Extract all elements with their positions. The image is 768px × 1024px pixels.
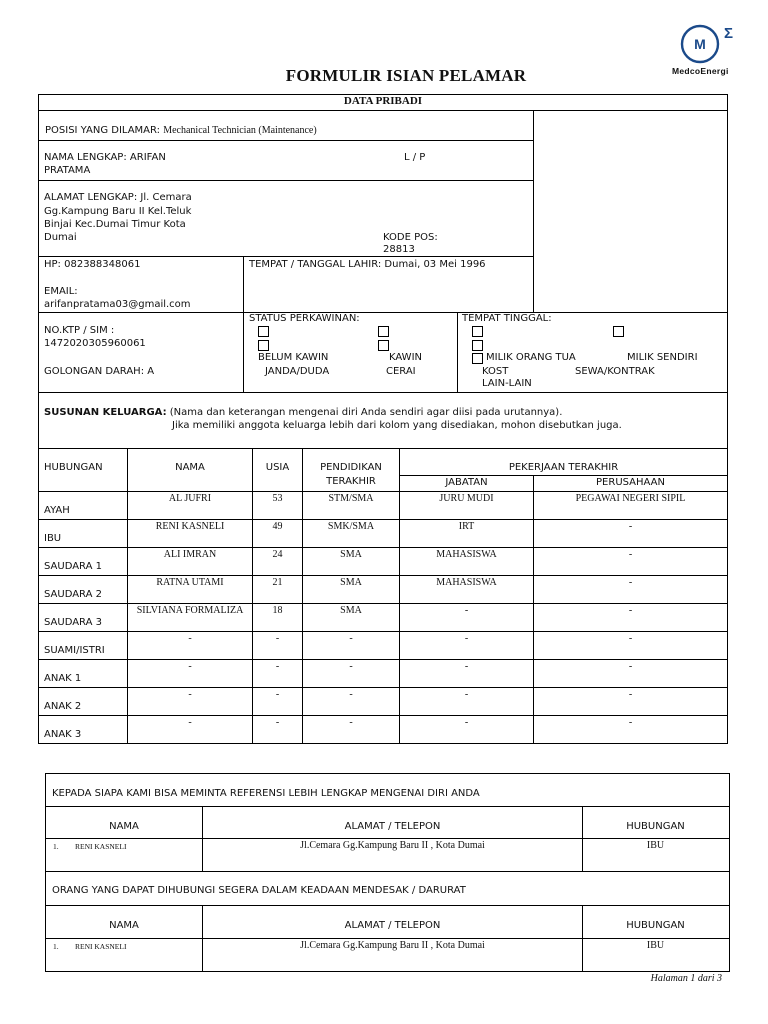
family-cell-usia: 24 [272,549,283,560]
ttl-value: Dumai, 03 Mei 1996 [384,259,486,270]
family-cell-nama: - [188,689,192,700]
reference-row-hubungan: IBU [646,840,665,851]
ktp-label: NO.KTP / SIM : [44,325,115,336]
family-cell-perusahaan: - [628,661,633,672]
status-janda-duda-checkbox[interactable] [258,340,269,351]
alamat-label: ALAMAT LENGKAP: [44,192,138,203]
hp-field [44,258,140,271]
emergency-col-nama: NAMA [109,920,139,931]
family-cell-hubungan: SUAMI/ISTRI [44,645,105,656]
family-cell-pendidikan: SMA [340,549,362,560]
emergency-col-alamat: ALAMAT / TELEPON [344,920,441,931]
family-cell-usia: - [275,661,280,672]
family-cell-usia: - [275,689,280,700]
col-usia: USIA [265,462,290,473]
status-kawin-checkbox[interactable] [378,326,389,337]
family-cell-usia: 18 [272,605,283,616]
tinggal-opt-ortu: MILIK ORANG TUA [486,352,576,363]
hp-label: HP: [44,259,61,270]
family-cell-perusahaan: - [628,521,633,532]
tinggal-lainlain-checkbox[interactable] [472,353,483,364]
tinggal-opt-sendiri: MILIK SENDIRI [627,352,698,363]
family-cell-jabatan: - [464,633,469,644]
tinggal-opt-sewa: SEWA/KONTRAK [575,366,655,377]
family-cell-perusahaan: - [628,689,633,700]
logo-brand: MedcoEnergi [672,66,729,76]
family-cell-jabatan: - [464,605,469,616]
family-cell-nama: - [188,661,192,672]
tinggal-sendiri-checkbox[interactable] [613,326,624,337]
family-cell-pendidikan: - [349,689,353,700]
ttl-field [249,258,486,271]
family-cell-hubungan: SAUDARA 2 [44,589,102,600]
nama-field [44,151,166,164]
family-heading-label: SUSUNAN KELUARGA: [44,407,167,418]
posisi-label: POSISI YANG DILAMAR: [45,125,161,136]
nama-label: NAMA LENGKAP: [44,152,127,163]
family-cell-perusahaan: - [628,577,633,588]
family-cell-perusahaan: - [628,605,633,616]
tinggal-opt-lainlain: LAIN-LAIN [482,378,532,389]
family-note-1: (Nama dan keterangan mengenai diri Anda sendiri agar diisi pada urutannya). [169,407,563,418]
status-opt-belum-kawin: BELUM KAWIN [258,352,329,363]
family-cell-usia: - [275,717,280,728]
family-cell-hubungan: ANAK 2 [44,701,82,712]
emergency-row-alamat: Jl.Cemara Gg.Kampung Baru II , Kota Dumai [300,940,485,951]
status-cerai-checkbox[interactable] [378,340,389,351]
family-heading [44,406,562,419]
col-hubungan: HUBUNGAN [44,462,103,473]
hp-value: 082388348061 [64,259,141,270]
posisi-value: Mechanical Technician (Maintenance) [163,125,317,136]
family-cell-nama: - [188,633,192,644]
family-cell-hubungan: ANAK 1 [44,673,82,684]
posisi-field [45,124,317,137]
email-value: arifanpratama03@gmail.com [44,299,191,310]
family-cell-hubungan: SAUDARA 1 [44,561,102,572]
col-terakhir: TERAKHIR [326,476,376,487]
col-nama: NAMA [175,462,205,473]
emergency-col-hubungan: HUBUNGAN [626,920,685,931]
col-perusahaan: PERUSAHAAN [596,477,665,488]
col-jabatan: JABATAN [445,477,488,488]
family-note-2: Jika memiliki anggota keluarga lebih dari kolom yang disediakan, mohon disebutkan juga. [172,420,622,431]
family-cell-jabatan: - [464,717,469,728]
reference-col-hubungan: HUBUNGAN [626,821,685,832]
alamat-field [44,191,192,204]
darah-label: GOLONGAN DARAH: [44,366,145,377]
kodepos-label: KODE POS: [383,232,438,243]
status-opt-cerai: CERAI [386,366,416,377]
family-cell-pendidikan: - [349,717,353,728]
nama-value-2: PRATAMA [44,165,91,176]
reference-row-no: 1. [53,842,59,851]
family-cell-perusahaan: - [628,633,633,644]
family-cell-usia: 21 [272,577,283,588]
email-label: EMAIL: [44,286,78,297]
family-cell-pendidikan: SMA [340,605,362,616]
family-cell-nama: AL JUFRI [168,493,212,504]
ktp-value: 1472020305960061 [44,338,146,349]
page-title: FORMULIR ISIAN PELAMAR [285,66,527,85]
emergency-row-no: 1. [53,942,59,951]
status-opt-kawin: KAWIN [389,352,422,363]
family-cell-jabatan: IRT [458,521,475,532]
darah-value: A [147,366,155,377]
emergency-heading: ORANG YANG DAPAT DIHUBUNGI SEGERA DALAM KEADAAN MENDESAK / DARURAT [52,885,466,896]
reference-row-nama: RENI KASNELI [75,842,127,851]
family-cell-jabatan: - [464,689,469,700]
nama-value: ARIFAN [129,152,166,163]
family-cell-hubungan: ANAK 3 [44,729,82,740]
family-cell-perusahaan: - [628,717,633,728]
status-opt-janda-duda: JANDA/DUDA [265,366,330,377]
family-cell-jabatan: MAHASISWA [436,577,497,588]
family-cell-nama: RENI KASNELI [155,521,225,532]
family-cell-usia: 53 [272,493,283,504]
gender-field: L / P [404,152,426,163]
alamat-line2: Gg.Kampung Baru II Kel.Teluk [44,206,192,217]
family-cell-hubungan: IBU [44,533,62,544]
family-cell-hubungan: AYAH [44,505,70,516]
family-cell-pendidikan: - [349,633,353,644]
reference-row-alamat: Jl.Cemara Gg.Kampung Baru II , Kota Dumai [300,840,485,851]
tinggal-opt-kost: KOST [482,366,509,377]
col-pekerjaan: PEKERJAAN TERAKHIR [508,462,619,473]
family-cell-pendidikan: STM/SMA [328,493,374,504]
medco-logo-icon [676,24,746,66]
status-label: STATUS PERKAWINAN: [249,313,360,324]
family-cell-pendidikan: SMK/SMA [327,521,375,532]
logo-mark: M [694,36,706,52]
tinggal-ortu-checkbox[interactable] [472,326,483,337]
tinggal-kost-checkbox[interactable] [472,340,483,351]
alamat-line1: Jl. Cemara [140,192,192,203]
alamat-line3: Binjai Kec.Dumai Timur Kota [44,219,186,230]
reference-col-alamat: ALAMAT / TELEPON [344,821,441,832]
darah-field [44,365,154,378]
kodepos-value: 28813 [383,244,415,255]
alamat-line4: Dumai [44,232,77,243]
family-cell-jabatan: JURU MUDI [439,493,494,504]
family-cell-jabatan: MAHASISWA [436,549,497,560]
reference-heading: KEPADA SIAPA KAMI BISA MEMINTA REFERENSI LEBIH LENGKAP MENGENAI DIRI ANDA [52,788,480,799]
col-pendidikan: PENDIDIKAN [320,462,382,473]
family-cell-perusahaan: PEGAWAI NEGERI SIPIL [575,493,686,504]
tinggal-label: TEMPAT TINGGAL: [462,313,552,324]
emergency-row-hubungan: IBU [646,940,665,951]
family-cell-jabatan: - [464,661,469,672]
ttl-label: TEMPAT / TANGGAL LAHIR: [249,259,382,270]
family-cell-pendidikan: SMA [340,577,362,588]
family-cell-usia: - [275,633,280,644]
family-cell-usia: 49 [272,521,283,532]
family-cell-nama: - [188,717,192,728]
family-cell-hubungan: SAUDARA 3 [44,617,102,628]
emergency-row-nama: RENI KASNELI [75,942,127,951]
page-footer: Halaman 1 dari 3 [650,973,722,984]
section-title: DATA PRIBADI [343,95,423,107]
logo-sigma: Σ [724,25,734,42]
family-cell-nama: SILVIANA FORMALIZA [136,605,244,616]
reference-col-nama: NAMA [109,821,139,832]
family-cell-perusahaan: - [628,549,633,560]
family-cell-pendidikan: - [349,661,353,672]
status-belum-kawin-checkbox[interactable] [258,326,269,337]
family-cell-nama: ALI IMRAN [163,549,217,560]
family-cell-nama: RATNA UTAMI [156,577,224,588]
